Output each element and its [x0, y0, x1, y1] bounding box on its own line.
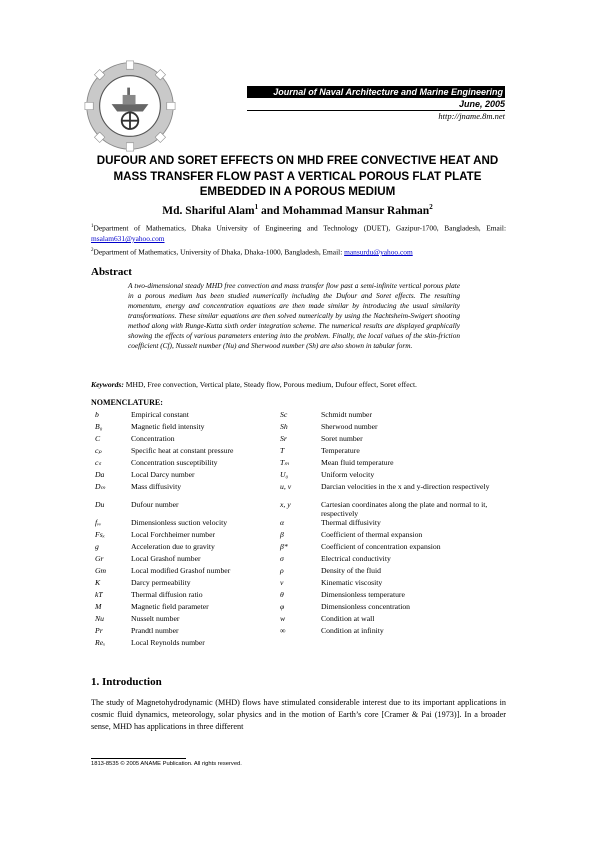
- definition: Dimensionless temperature: [321, 590, 405, 599]
- definition: Concentration susceptibility: [131, 458, 218, 467]
- nomenclature-row: [91, 410, 511, 422]
- symbol: B₀: [95, 422, 103, 431]
- paper-title: DUFOUR AND SORET EFFECTS ON MHD FREE CONVECTIVE HEAT AND MASS TRANSFER FLOW PAST A VERTICAL POROUS FLAT PLATE EMBEDDED IN A POROUS MEDIUM: [96, 154, 499, 198]
- affiliation: [91, 222, 506, 244]
- journal-logo: [84, 60, 176, 152]
- affiliation-mark: 2: [429, 203, 433, 211]
- symbol: Tₘ: [280, 458, 290, 467]
- definition: Electrical conductivity: [321, 554, 391, 563]
- definition: Condition at infinity: [321, 626, 384, 635]
- symbol: β*: [280, 542, 288, 551]
- symbol: cₛ: [95, 458, 102, 467]
- definition: Local Forchheimer number: [131, 530, 216, 539]
- symbol: β: [280, 530, 284, 539]
- introduction-heading: 1. Introduction: [91, 676, 162, 688]
- definition: Temperature: [321, 446, 360, 455]
- nomenclature-row: [91, 470, 511, 482]
- symbol: θ: [280, 590, 284, 599]
- symbol: Reₓ: [95, 638, 106, 647]
- keywords-label: Keywords:: [91, 380, 124, 389]
- definition: Empirical constant: [131, 410, 189, 419]
- author-line: [80, 203, 515, 217]
- nomenclature-row: [91, 554, 511, 566]
- symbol: Dₘ: [95, 482, 106, 491]
- symbol: K: [95, 578, 101, 587]
- nomenclature-row: [91, 446, 511, 458]
- symbol: b: [95, 410, 99, 419]
- symbol: T: [280, 446, 285, 455]
- definition: Magnetic field intensity: [131, 422, 205, 431]
- symbol: φ: [280, 602, 285, 611]
- definition: Kinematic viscosity: [321, 578, 383, 587]
- definition: Nusselt number: [131, 614, 180, 623]
- definition: Darcian velocities in the x and y-direction respectively: [321, 482, 490, 491]
- symbol: α: [280, 518, 285, 527]
- symbol: Gm: [95, 566, 107, 575]
- nomenclature-row: [91, 578, 511, 590]
- nomenclature-row: [91, 590, 511, 602]
- symbol: u, v: [280, 482, 292, 491]
- nomenclature-row: [91, 542, 511, 554]
- nomenclature-row: [91, 566, 511, 578]
- definition: Condition at wall: [321, 614, 375, 623]
- nomenclature-row: [91, 422, 511, 434]
- definition: Concentration: [131, 434, 175, 443]
- definition: Thermal diffusivity: [321, 518, 381, 527]
- definition: Soret number: [321, 434, 363, 443]
- symbol: w: [280, 614, 286, 623]
- definition: Coefficient of thermal expansion: [321, 530, 423, 539]
- symbol: U₀: [280, 470, 289, 479]
- symbol: Du: [95, 500, 105, 509]
- definition: Density of the fluid: [321, 566, 381, 575]
- symbol: ∞: [280, 626, 286, 635]
- definition: Coefficient of concentration expansion: [321, 542, 441, 551]
- nomenclature-row: [91, 482, 511, 500]
- symbol: kT: [95, 590, 103, 599]
- nomenclature-row: [91, 614, 511, 626]
- definition: Local Darcy number: [131, 470, 195, 479]
- nomenclature-row: [91, 434, 511, 446]
- nomenclature-row: [91, 638, 511, 650]
- keywords-text: MHD, Free convection, Vertical plate, Steady flow, Porous medium, Dufour effect, Soret effect.: [123, 380, 417, 389]
- nomenclature-row: [91, 626, 511, 638]
- definition: Thermal diffusion ratio: [131, 590, 203, 599]
- symbol: Pr: [95, 626, 103, 635]
- definition: Local modified Grashof number: [131, 566, 231, 575]
- symbol: x, y: [280, 500, 291, 509]
- definition: Acceleration due to gravity: [131, 542, 215, 551]
- author-conjunction: and: [258, 204, 283, 217]
- email-link[interactable]: msalam631@yahoo.com: [91, 233, 165, 243]
- symbol: Sr: [280, 434, 287, 443]
- nomenclature-row: [91, 500, 511, 518]
- definition: Dufour number: [131, 500, 179, 509]
- journal-url[interactable]: http://jname.8m.net: [438, 111, 505, 121]
- definition: Sherwood number: [321, 422, 378, 431]
- definition: Magnetic field parameter: [131, 602, 209, 611]
- symbol: ρ: [280, 566, 284, 575]
- definition: Local Reynolds number: [131, 638, 205, 647]
- affiliation-number: 1: [91, 224, 94, 229]
- symbol: Da: [95, 470, 105, 479]
- keywords: [91, 380, 511, 389]
- symbol: σ: [280, 554, 284, 563]
- definition: Specific heat at constant pressure: [131, 446, 234, 455]
- symbol: Fsₓ: [95, 530, 105, 539]
- author-name: Mohammad Mansur Rahman: [282, 204, 430, 217]
- abstract-heading: Abstract: [91, 266, 132, 278]
- definition: Dimensionless concentration: [321, 602, 411, 611]
- nomenclature-row: [91, 602, 511, 614]
- symbol: cₚ: [95, 446, 102, 455]
- nomenclature-row: [91, 530, 511, 542]
- symbol: Nu: [95, 614, 104, 623]
- author-name: Md. Shariful Alam: [162, 204, 255, 217]
- nomenclature-row: [91, 458, 511, 470]
- definition: Mass diffusivity: [131, 482, 182, 491]
- definition: Prandtl number: [131, 626, 179, 635]
- abstract-text: A two-dimensional steady MHD free convection and mass transfer flow past a semi-infinite vertical porous plate in a porous medium has been studied numerically including the Dufour and Soret effects. The resulting momentum, energy and concentration equations are then made similar by introducing the usual similarity transformations. These similar equations are then solved numerically by using the Nachtsheim-Swigert shooting method along with Runge-Kutta sixth order integration scheme. The numerical results are displayed graphically showing the effects of various parameters entering into the problem. Finally, the local values of the skin-friction coefficient (Cf), Nusselt number (Nu) and Sherwood number (Sh) are also shown in tabular form.: [128, 281, 460, 350]
- nomenclature-table: [91, 410, 511, 650]
- symbol: M: [95, 602, 102, 611]
- definition: Mean fluid temperature: [321, 458, 394, 467]
- journal-name: Journal of Naval Architecture and Marine Engineering: [247, 86, 505, 98]
- footer-rule: [91, 758, 186, 759]
- definition: Dimensionless suction velocity: [131, 518, 228, 527]
- copyright-footer: 1813-8535 © 2005 ANAME Publication. All rights reserved.: [91, 761, 242, 767]
- affiliation-mark: 1: [254, 203, 259, 211]
- definition: Schmidt number: [321, 410, 373, 419]
- symbol: fᵥᵥ: [95, 518, 102, 527]
- symbol: ν: [280, 578, 284, 587]
- nomenclature-row: [91, 518, 511, 530]
- symbol: C: [95, 434, 101, 443]
- affiliation-text: Department of Mathematics, Dhaka University of Engineering and Technology (DUET), Gazipur-1700, Bangladesh, Email:: [93, 223, 506, 233]
- definition: Local Grashof number: [131, 554, 201, 563]
- definition: Cartesian coordinates along the plate and normal to it, respectively: [321, 500, 488, 518]
- definition: Uniform velocity: [321, 470, 375, 479]
- email-link[interactable]: mansurdu@yahoo.com: [344, 247, 413, 257]
- issue-date: June, 2005: [458, 99, 505, 109]
- affiliation-text: Department of Mathematics, University of Dhaka, Dhaka-1000, Bangladesh, Email:: [93, 247, 345, 257]
- affiliation-number: 2: [91, 248, 94, 253]
- symbol: Sc: [280, 410, 288, 419]
- nomenclature-heading: NOMENCLATURE:: [91, 398, 163, 407]
- symbol: g: [95, 542, 99, 551]
- definition: Darcy permeability: [131, 578, 191, 587]
- introduction-text: The study of Magnetohydrodynamic (MHD) flows have stimulated considerable interest due to its important applications in cosmic fluid dynamics, meteorology, solar physics and in the motion of Earth’s core [Cramer & Pai (1973)]. In a broader sense, MHD has applications in three different: [91, 698, 506, 731]
- affiliation: [91, 246, 506, 258]
- symbol: Gr: [95, 554, 104, 563]
- symbol: Sh: [280, 422, 288, 431]
